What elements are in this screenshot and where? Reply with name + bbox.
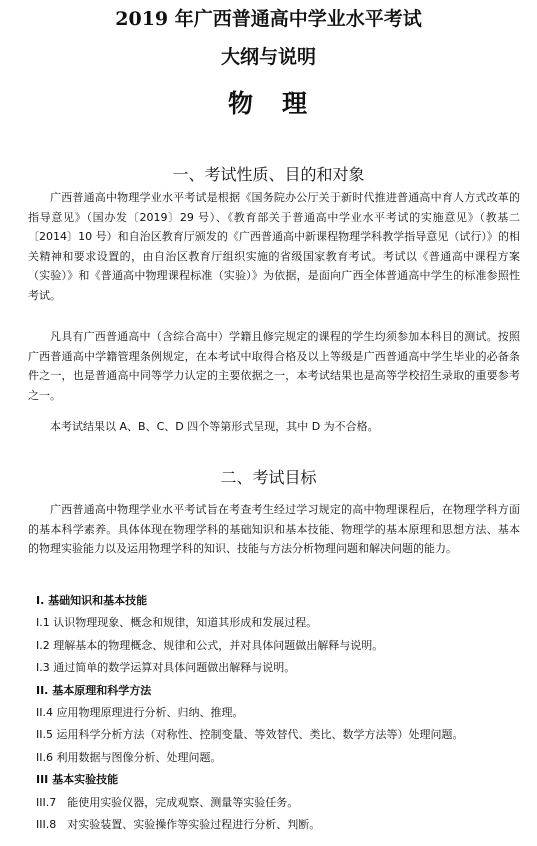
outline-item: III.8 对实验装置、实验操作等实验过程进行分析、判断。 — [36, 818, 321, 832]
document-title: 2019 年广西普通高中学业水平考试 — [115, 8, 422, 30]
paragraph-exam-grades: 本考试结果以 A、B、C、D 四个等第形式呈现，其中 D 为不合格。 — [50, 420, 379, 433]
outline-subheading: III 基本实验技能 — [36, 773, 119, 787]
outline-item: I.3 通过简单的数学运算对具体问题做出解释与说明。 — [36, 661, 296, 675]
outline-subheading: II. 基本原理和科学方法 — [36, 683, 152, 697]
document-subtitle: 大纲与说明 — [220, 46, 316, 68]
outline-item: III.7 能使用实验仪器，完成观察、测量等实验任务。 — [36, 795, 299, 809]
paragraph-exam-participants: 凡具有广西普通高中（含综合高中）学籍且修完规定的课程的学生均须参加本科目的测试。按照广西普通高中学籍管理条例规定，在本考试中取得合格及以上等级是广西普通高中学生毕业的必备条件之一，也是普通高中同等学力认定的主要依据之一，本考试结果也是高等学校招生录取的重要参考之一。 — [28, 330, 520, 402]
section-heading-exam-goals: 二、考试目标 — [220, 468, 317, 487]
paragraph-exam-basis: 广西普通高中物理学业水平考试是根据《国务院办公厅关于新时代推进普通高中育人方式改革的指导意见》（国办发〔2019〕29 号）、《教育部关于普通高中学业水平考试的实施意见》（教基二〔2014〕10 号）和自治区教育厅颁发的《广西普通高中新课程物理学科教学指导意见（试行）》的相关精神和要求设置的，由自治区教育厅组织实施的省级国家教育考试。考试以《普通高中课程方案（实验）》和《普通高中物理课程标准（实验）》为依据，是面向广西全体普通高中学生的标准参照性考试。 — [28, 191, 520, 302]
outline-subheading: I. 基础知识和基本技能 — [36, 594, 148, 607]
section-heading-exam-nature: 一、考试性质、目的和对象 — [172, 165, 365, 184]
outline-item: II.4 应用物理原理进行分析、归纳、推理。 — [36, 706, 244, 720]
outline-item: I.2 理解基本的物理概念、规律和公式，并对具体问题做出解释与说明。 — [36, 638, 384, 652]
outline-item: II.5 运用科学分析方法（对称性、控制变量、等效替代、类比、数学方法等）处理问题。 — [36, 728, 464, 742]
outline-item: II.6 利用数据与图像分析、处理问题。 — [36, 750, 222, 764]
goals-outline — [36, 590, 526, 836]
paragraph-exam-goals: 广西普通高中物理学业水平考试旨在考查考生经过学习规定的高中物理课程后，在物理学科方面的基本科学素养。具体体现在物理学科的基础知识和基本技能、物理学的基本原理和思想方法、基本的物理实验能力以及运用物理学科的知识、技能与方法分析物理问题和解决问题的能力。 — [28, 503, 520, 556]
outline-item: I.1 认识物理现象、概念和规律，知道其形成和发展过程。 — [36, 616, 318, 630]
subject-title: 物 理 — [227, 89, 309, 118]
